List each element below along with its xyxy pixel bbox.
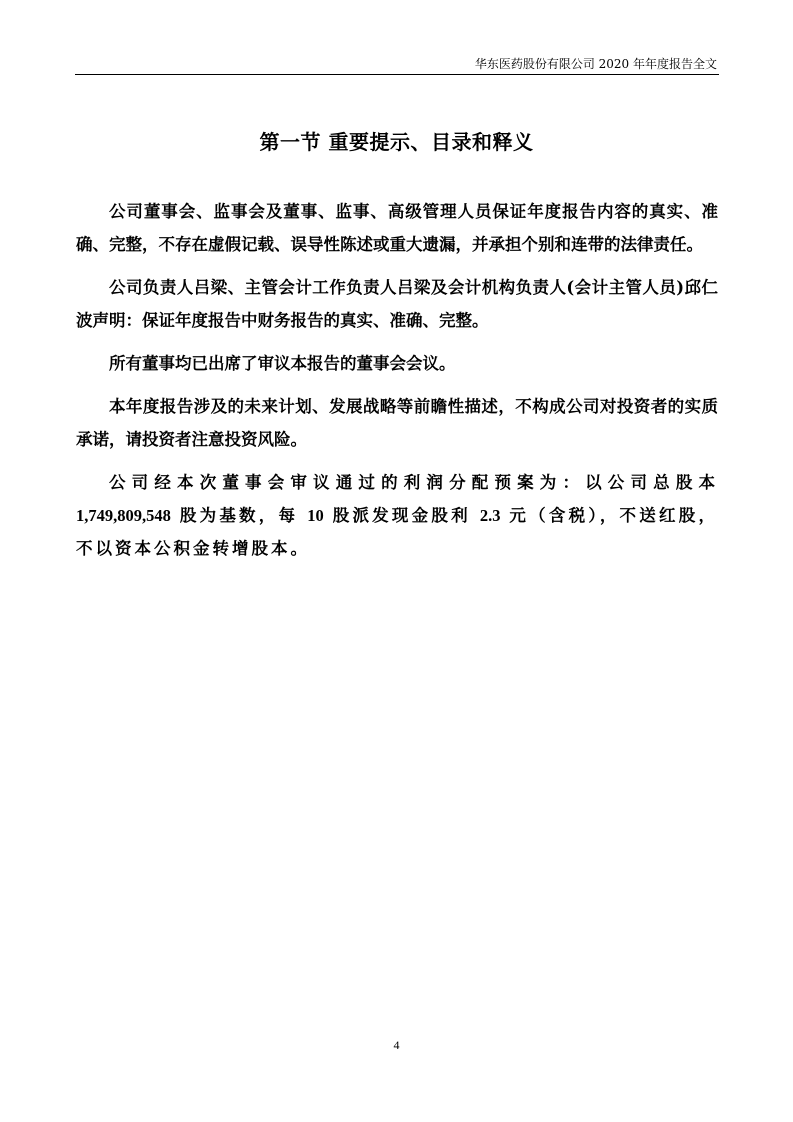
board-responsibility-paragraph: 公司董事会、监事会及董事、监事、高级管理人员保证年度报告内容的真实、准确、完整，不存在虚假记载、误导性陈述或重大遗漏，并承担个别和连带的法律责任。 (76, 202, 718, 254)
profit-distribution-text-3: 股派发现金股利 (323, 506, 480, 525)
profit-distribution-text-1: 公司经本次董事会审议通过的利润分配预案为：以公司总股本 (109, 473, 718, 492)
dividend-base-shares-value: 10 (307, 506, 324, 525)
forward-looking-risk-paragraph: 本年度报告涉及的未来计划、发展战略等前瞻性描述，不构成公司对投资者的实质承诺，请投资者注意投资风险。 (76, 397, 718, 449)
page-header: 华东医药股份有限公司 2020 年年度报告全文 (474, 57, 717, 71)
profit-distribution-paragraph (76, 466, 718, 565)
section-title: 第一节 重要提示、目录和释义 (259, 130, 534, 154)
header-divider (75, 74, 719, 75)
total-shares-value: 1,749,809,548 (76, 506, 171, 525)
important-notice-body (76, 195, 718, 575)
profit-distribution-text-2: 股为基数，每 (170, 506, 308, 525)
profit-distribution-text-4: 元（含税），不送红股，不以资本公积金转增股本。 (76, 506, 718, 558)
financial-statement-declaration-paragraph: 公司负责人吕梁、主管会计工作负责人吕梁及会计机构负责人(会计主管人员)邱仁波声明：保证年度报告中财务报告的真实、准确、完整。 (76, 278, 718, 330)
page-number: 4 (393, 1038, 400, 1052)
board-attendance-paragraph: 所有董事均已出席了审议本报告的董事会会议。 (109, 354, 456, 373)
cash-dividend-value: 2.3 (479, 506, 501, 525)
